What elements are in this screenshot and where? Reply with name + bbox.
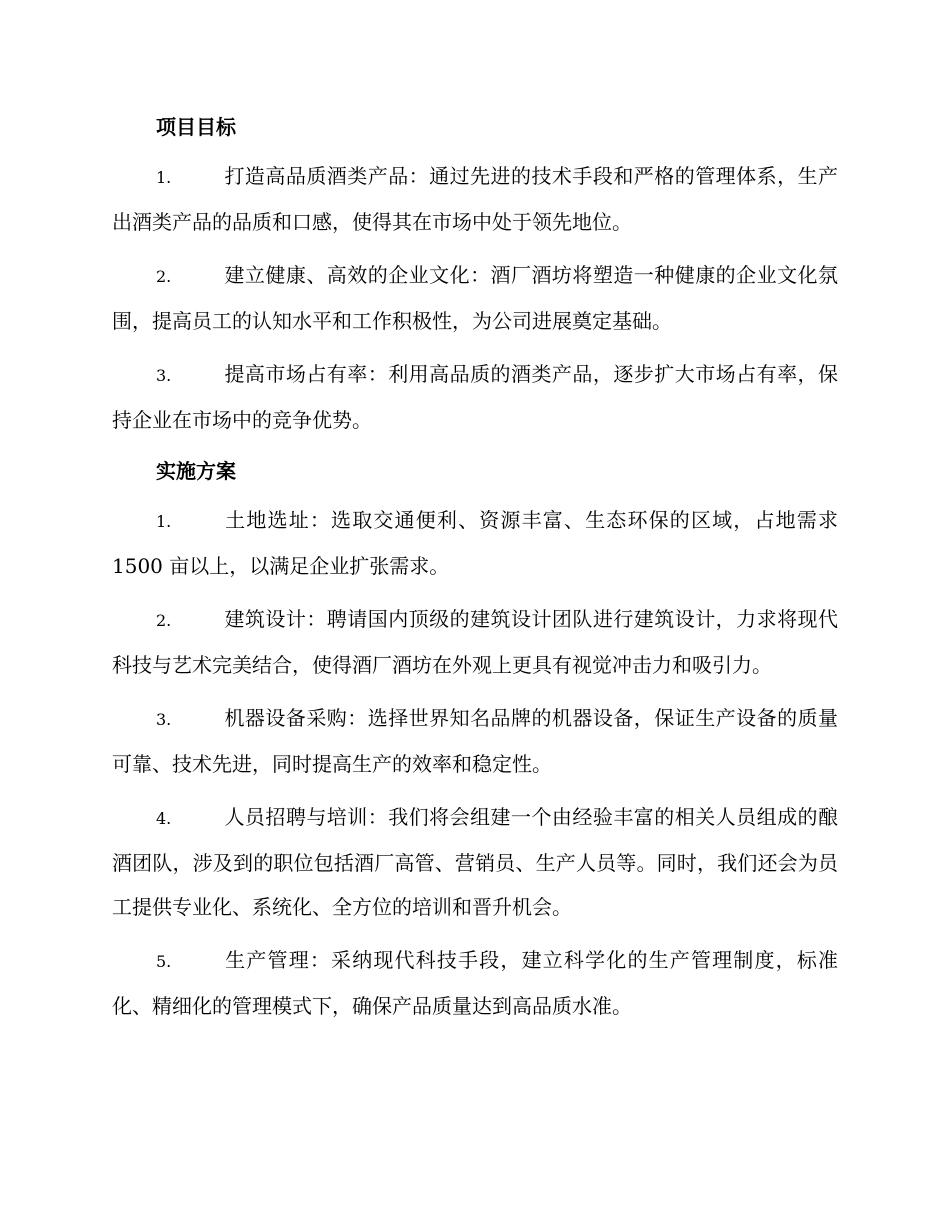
item-number: 3. [156, 366, 172, 385]
plan-item-3 [112, 696, 838, 786]
goal-item-3 [112, 352, 838, 442]
item-number: 2. [156, 267, 172, 286]
item-text: 生产管理：采纳现代科技手段，建立科学化的生产管理制度，标准化、精细化的管理模式下，确保产品质量达到高品质水准。 [112, 948, 838, 1018]
plan-item-2 [112, 597, 838, 687]
section-heading-plan: 实施方案 [156, 459, 236, 483]
item-number: 3. [156, 710, 172, 729]
goal-item-1 [112, 154, 838, 244]
item-number: 2. [156, 611, 172, 630]
item-text: 机器设备采购：选择世界知名品牌的机器设备，保证生产设备的质量可靠、技术先进，同时提高生产的效率和稳定性。 [112, 706, 838, 776]
item-number: 1. [156, 168, 172, 187]
goal-item-2 [112, 253, 838, 343]
plan-item-1 [112, 498, 838, 588]
section-heading-goals: 项目目标 [156, 115, 236, 139]
item-text: 土地选址：选取交通便利、资源丰富、生态环保的区域，占地需求 1500 亩以上，以满足企业扩张需求。 [112, 508, 838, 578]
item-text: 建立健康、高效的企业文化：酒厂酒坊将塑造一种健康的企业文化氛围，提高员工的认知水平和工作积极性，为公司进展奠定基础。 [112, 263, 838, 333]
item-text: 人员招聘与培训：我们将会组建一个由经验丰富的相关人员组成的酿酒团队，涉及到的职位包括酒厂高管、营销员、生产人员等。同时，我们还会为员工提供专业化、系统化、全方位的培训和晋升机会。 [112, 805, 838, 919]
item-number: 4. [156, 809, 172, 828]
item-number: 1. [156, 512, 172, 531]
plan-item-5 [112, 938, 838, 1028]
item-text: 打造高品质酒类产品：通过先进的技术手段和严格的管理体系，生产出酒类产品的品质和口感，使得其在市场中处于领先地位。 [112, 164, 838, 234]
item-text: 建筑设计：聘请国内顶级的建筑设计团队进行建筑设计，力求将现代科技与艺术完美结合，使得酒厂酒坊在外观上更具有视觉冲击力和吸引力。 [112, 607, 838, 677]
item-text: 提高市场占有率：利用高品质的酒类产品，逐步扩大市场占有率，保持企业在市场中的竞争优势。 [112, 362, 838, 432]
plan-item-4 [112, 795, 838, 929]
item-number: 5. [156, 952, 172, 971]
